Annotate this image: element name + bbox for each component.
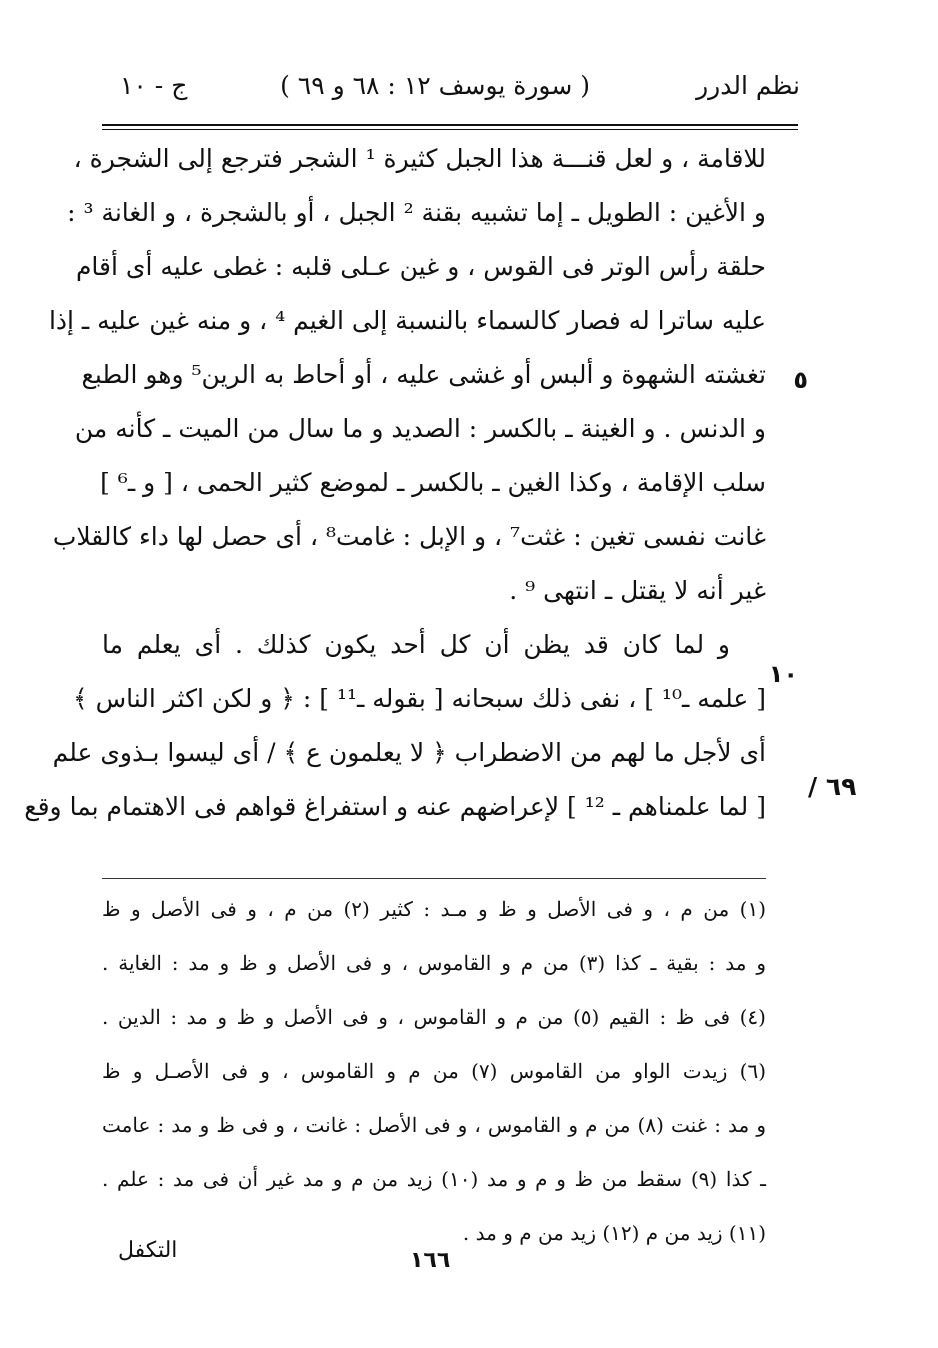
- text-line: [ لما علمناهم ـ ¹² ] لإعراضهم عنه و استفراغ قواهم فى الاهتمام بما وقع: [24, 792, 766, 821]
- text-line: [ علمه ـ¹⁰ ] ، نفى ذلك سبحانه [ بقوله ـ¹¹ ] : ﴿ و لكن اكثر الناس ﴾: [72, 684, 766, 713]
- footnote-line: و مد : غنت (٨) من م و القاموس ، و فى الأصل : غانت ، و فى ظ و مد : عامت: [102, 1113, 766, 1137]
- footnotes: [102, 882, 766, 1260]
- book-title: نظم الدرر: [696, 71, 800, 100]
- footnote-line: (١١) زيد من م (١٢) زيد من م و مد .: [462, 1221, 766, 1245]
- text-line: عليه ساترا له فصار كالسماء بالنسبة إلى الغيم ⁴ ، و منه غين عليه ـ إذا: [48, 306, 766, 335]
- text-line: غانت نفسى تغين : غثت⁷ ، و الإبل : غامت⁸ ، أى حصل لها داء كالقلاب: [52, 522, 766, 551]
- line-number-5: ٥: [793, 366, 808, 394]
- footnote-line: ـ كذا (٩) سقط من ظ و م و مد (١٠) زيد من م و مد غير أن فى مد : علم .: [102, 1167, 767, 1191]
- text-line: و لما كان قد يظن أن كل أحد يكون كذلك . أى يعلم ما: [102, 630, 730, 659]
- text-line: سلب الإقامة ، وكذا الغين ـ بالكسر ـ لموضع كثير الحمى ، [ و ـ⁶ ]: [100, 468, 766, 497]
- text-line: غير أنه لا يقتل ـ انتهى ⁹ .: [509, 576, 766, 605]
- footnote-line: و مد : بقية ـ كذا (٣) من م و القاموس ، و فى الأصل و ظ و مد : الغاية .: [102, 951, 766, 975]
- text-line: تغشته الشهوة و ألبس أو غشى عليه ، أو أحاط به الرين⁵ وهو الطبع: [81, 360, 766, 389]
- volume-number: ج - ١٠: [120, 71, 188, 100]
- footnote-line: (٤) فى ظ : القيم (٥) من م و القاموس ، و فى الأصل و ظ و مد : الدين .: [102, 1005, 766, 1029]
- footer-signature: التكفل: [118, 1238, 178, 1263]
- footnote-line: (١) من م ، و فى الأصل و ظ و مـد : كثير (٢) من م ، و فى الأصل و ظ: [102, 897, 766, 921]
- text-line: للاقامة ، و لعل قنـــة هذا الجبل كثيرة ¹ الشجر فترجع إلى الشجرة ،: [73, 144, 766, 173]
- page-number: ١٦٦: [410, 1248, 451, 1273]
- header-rule-thin: [102, 129, 798, 130]
- margin-page-reference: / ٦٩: [808, 772, 857, 801]
- line-number-10: ١٠: [768, 660, 798, 688]
- running-header: [100, 62, 800, 110]
- text-line: أى لأجل ما لهم من الاضطراب ﴿ لا يعلمون ع ﴾ / أى ليسوا بـذوى علم: [52, 738, 766, 767]
- header-rule: [102, 124, 798, 126]
- footnote-line: (٦) زيدت الواو من القاموس (٧) من م و القاموس ، و فى الأصـل و ظ: [102, 1059, 767, 1083]
- text-line: و الدنس . و الغينة ـ بالكسر : الصديد و ما سال من الميت ـ كأنه من: [74, 414, 766, 443]
- text-line: و الأغين : الطويل ـ إما تشبيه بقنة ² الجبل ، أو بالشجرة ، و الغانة ³ :: [67, 198, 766, 227]
- text-line: حلقة رأس الوتر فى القوس ، و غين عـلى قلبه : غطى عليه أى أقام: [75, 252, 766, 281]
- main-text: [24, 132, 766, 834]
- footnote-rule: [102, 878, 766, 879]
- surah-reference: ( سورة يوسف ١٢ : ٦٨ و ٦٩ ): [280, 71, 590, 100]
